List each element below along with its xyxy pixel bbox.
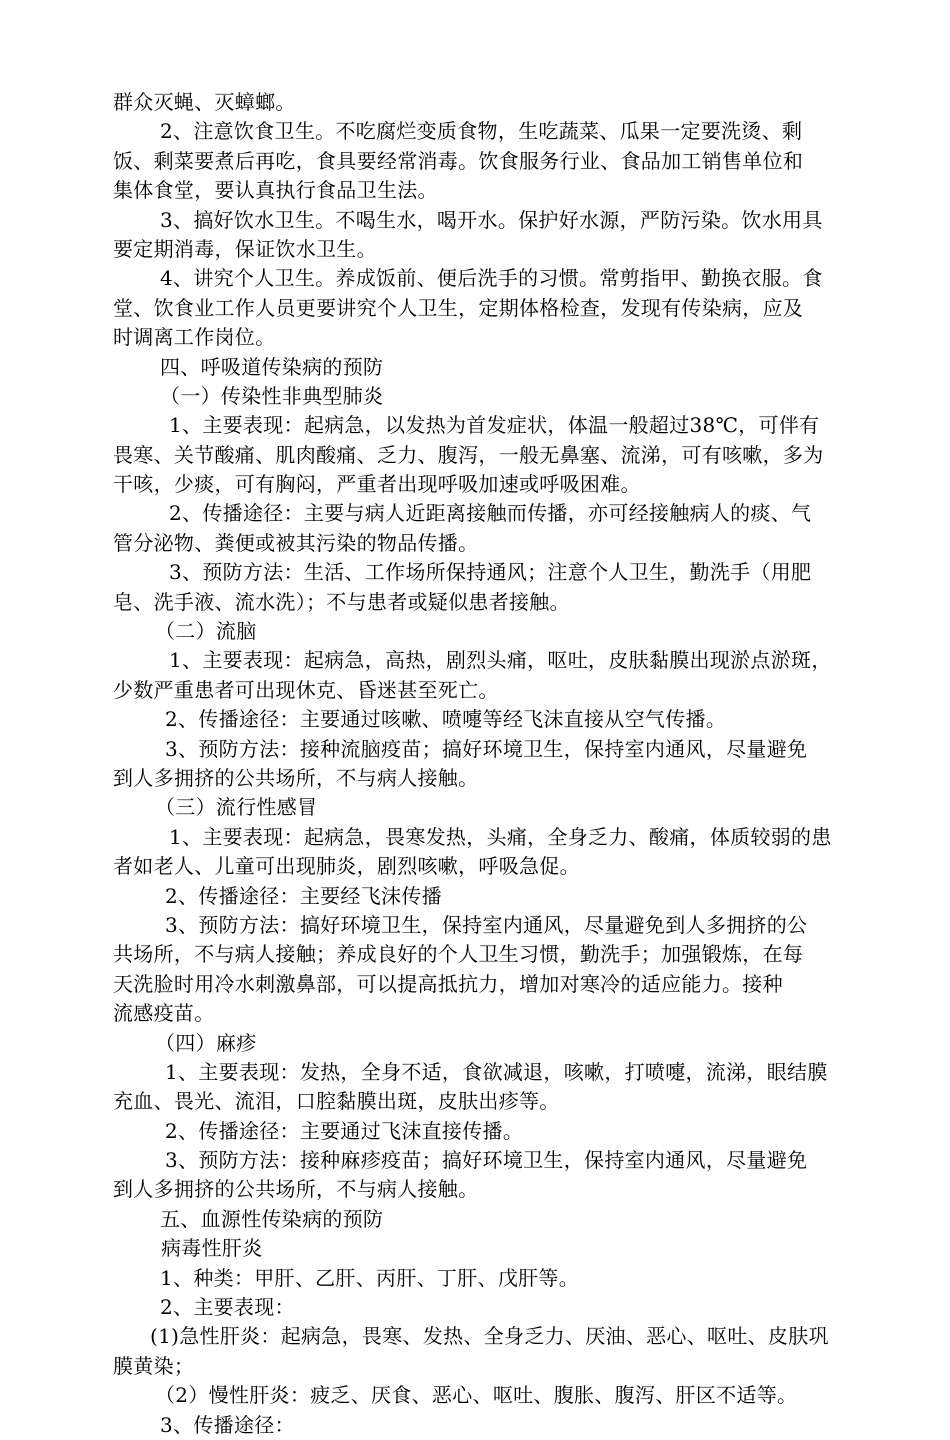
subsection-heading: （三）流行性感冒 <box>155 795 318 820</box>
text-line: 2、传播途径：主要通过飞沫直接传播。 <box>165 1118 524 1143</box>
text-line: 管分泌物、粪便或被其污染的物品传播。 <box>113 530 479 555</box>
text-line: 共场所，不与病人接触；养成良好的个人卫生习惯，勤洗手；加强锻炼，在每 <box>113 942 804 967</box>
text-line: 2、传播途径：主要通过咳嗽、喷嚏等经飞沫直接从空气传播。 <box>165 707 727 732</box>
text-line: 时调离工作岗位。 <box>113 325 276 350</box>
text-line: 1、主要表现：起病急，以发热为首发症状，体温一般超过38℃，可伴有 <box>169 413 820 438</box>
text-line: 膜黄染； <box>113 1353 195 1378</box>
text-line: 者如老人、儿童可出现肺炎，剧烈咳嗽，呼吸急促。 <box>113 854 580 879</box>
text-line: 集体食堂，要认真执行食品卫生法。 <box>113 178 438 203</box>
text-line: 3、预防方法：接种流脑疫苗；搞好环境卫生，保持室内通风，尽量避免 <box>165 736 808 761</box>
text-line: 皂、洗手液、流水洗）；不与患者或疑似患者接触。 <box>113 589 570 614</box>
text-line: 流感疫苗。 <box>113 1001 215 1026</box>
subsection-heading: （一）传染性非典型肺炎 <box>160 383 384 408</box>
text-line: 4、讲究个人卫生。养成饭前、便后洗手的习惯。常剪指甲、勤换衣服。食 <box>160 266 823 291</box>
text-line: 1、种类：甲肝、乙肝、丙肝、丁肝、戊肝等。 <box>160 1265 580 1290</box>
text-line: 群众灭蝇、灭蟑螂。 <box>113 90 296 114</box>
text-line: 1、主要表现：发热，全身不适，食欲减退，咳嗽，打喷嚏，流涕，眼结膜 <box>165 1059 828 1084</box>
subsection-heading: 病毒性肝炎 <box>161 1236 263 1261</box>
text-line: 1、主要表现：起病急，高热，剧烈头痛，呕吐，皮肤黏膜出现淤点淤斑， <box>169 648 832 673</box>
section-heading: 四、呼吸道传染病的预防 <box>160 354 384 379</box>
text-line: 1、主要表现：起病急，畏寒发热，头痛，全身乏力、酸痛，体质较弱的患 <box>169 824 832 849</box>
text-line: 堂、饮食业工作人员更要讲究个人卫生，定期体格检查，发现有传染病，应及 <box>113 295 804 320</box>
text-line: 3、预防方法：生活、工作场所保持通风；注意个人卫生，勤洗手（用肥 <box>169 560 812 585</box>
text-line: 3、预防方法：搞好环境卫生，保持室内通风，尽量避免到人多拥挤的公 <box>165 912 808 937</box>
text-line: 到人多拥挤的公共场所，不与病人接触。 <box>113 1177 479 1202</box>
text-line: 3、传播途径： <box>160 1412 295 1437</box>
subsection-heading: （二）流脑 <box>155 619 257 644</box>
text-line: 畏寒、关节酸痛、肌肉酸痛、乏力、腹泻，一般无鼻塞、流涕，可有咳嗽，多为 <box>113 442 824 467</box>
document-body <box>113 88 843 1440</box>
text-line: 天洗脸时用冷水刺激鼻部，可以提高抵抗力，增加对寒冷的适应能力。接种 <box>113 971 783 996</box>
text-line: 2、传播途径：主要与病人近距离接触而传播，亦可经接触病人的痰、气 <box>169 501 812 526</box>
text-line: 到人多拥挤的公共场所，不与病人接触。 <box>113 765 479 790</box>
text-line: 充血、畏光、流泪，口腔黏膜出斑，皮肤出疹等。 <box>113 1089 560 1114</box>
text-line: 2、注意饮食卫生。不吃腐烂变质食物，生吃蔬菜、瓜果一定要洗烫、剩 <box>160 119 803 144</box>
text-line: 2、传播途径：主要经飞沫传播 <box>165 883 442 908</box>
text-line: 要定期消毒，保证饮水卫生。 <box>113 236 377 261</box>
text-line: (1)急性肝炎：起病急，畏寒、发热、全身乏力、厌油、恶心、呕吐、皮肤巩 <box>150 1324 829 1349</box>
text-line: 2、主要表现： <box>160 1295 295 1320</box>
text-line: （2）慢性肝炎：疲乏、厌食、恶心、呕吐、腹胀、腹泻、肝区不适等。 <box>155 1383 798 1408</box>
text-line: 饭、剩菜要煮后再吃，食具要经常消毒。饮食服务行业、食品加工销售单位和 <box>113 148 804 173</box>
text-line: 3、预防方法：接种麻疹疫苗；搞好环境卫生，保持室内通风，尽量避免 <box>165 1148 808 1173</box>
text-line: 干咳，少痰，可有胸闷，严重者出现呼吸加速或呼吸困难。 <box>113 472 641 497</box>
subsection-heading: （四）麻疹 <box>155 1030 257 1055</box>
text-line: 少数严重患者可出现休克、昏迷甚至死亡。 <box>113 677 499 702</box>
text-line: 3、搞好饮水卫生。不喝生水，喝开水。保护好水源，严防污染。饮水用具 <box>160 207 823 232</box>
section-heading: 五、血源性传染病的预防 <box>160 1206 384 1231</box>
